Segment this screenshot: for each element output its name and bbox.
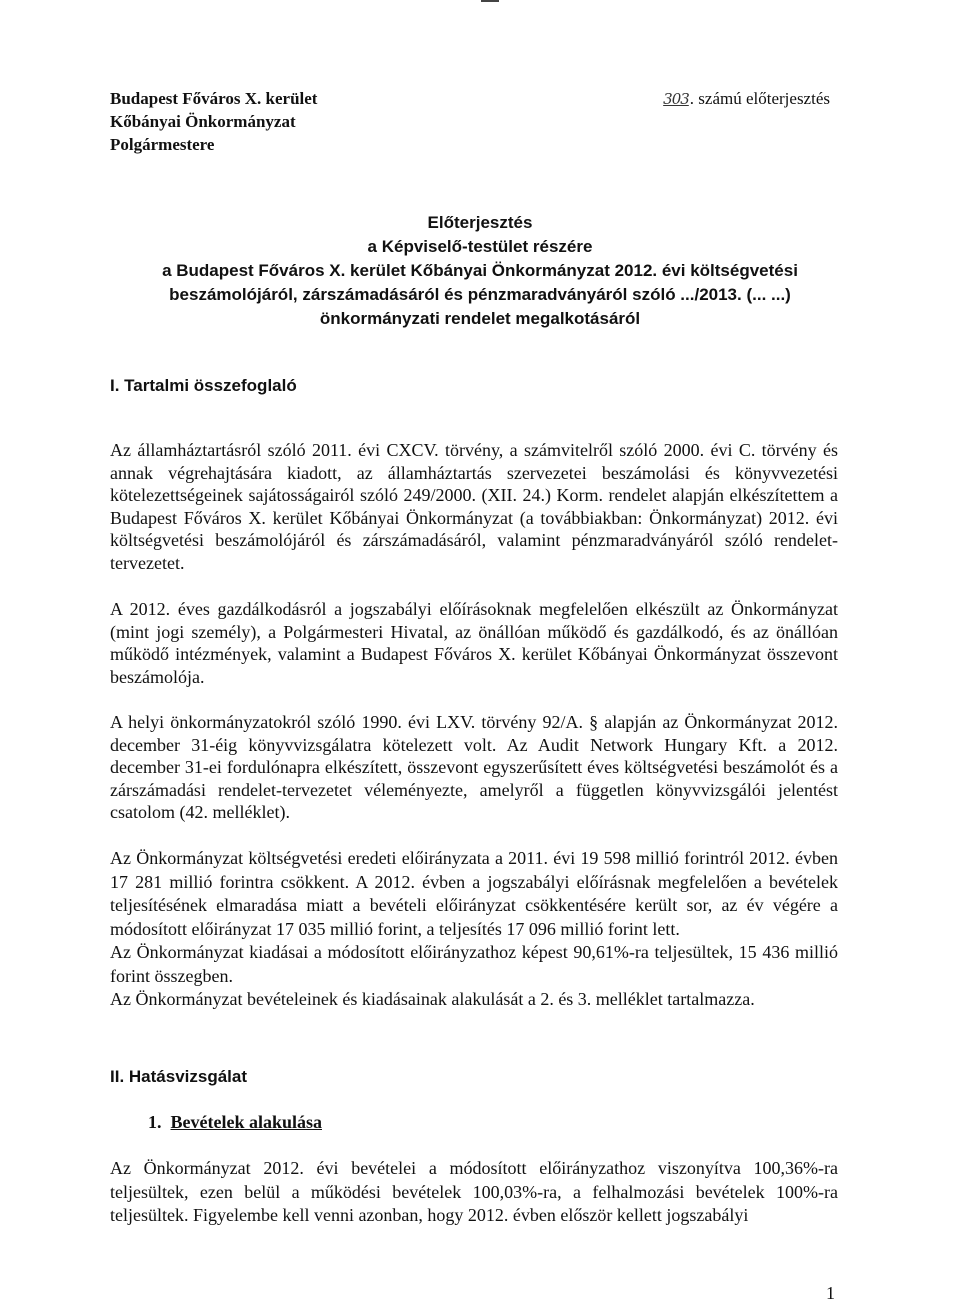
document-title (0, 211, 960, 331)
title-line: Előterjesztés (427, 213, 533, 232)
paragraph: Az Önkormányzat bevételeinek és kiadásainak alakulását a 2. és 3. melléklet tartalmazza. (110, 989, 755, 1009)
proposal-number (663, 87, 830, 111)
issuer-block (110, 87, 317, 156)
section-heading-impact: II. Hatásvizsgálat (110, 1067, 248, 1086)
page-number: 1 (826, 1283, 835, 1303)
paragraph: Az Önkormányzat költségvetési eredeti előirányzata a 2011. évi 19 598 millió forintról 2012. évben 17 281 millió forintra csökkent. A 2012. évben a jogszabályi előírásnak megfelelően a bevételek teljesítésének elmaradása miatt a bevételi előirányzat csökkentésére került sor, az év végére a módosított előirányzat 17 035 millió forint, a teljesítés 17 096 millió forint lett. (110, 848, 838, 939)
subheading-number: 1. (148, 1112, 162, 1132)
paragraph: A 2012. éves gazdálkodásról a jogszabályi előírásoknak megfelelően elkészült az Önkormányzat (mint jogi személy), a Polgármesteri Hivatal, az önállóan működő és gazdálkodó, és az önállóan működő intézmények, valamint a Budapest Főváros X. kerület Kőbányai Önkormányzat összevont beszámolója. (110, 599, 838, 687)
issuer-line: Budapest Főváros X. kerület (110, 89, 318, 108)
subheading-title: Bevételek alakulása (170, 1112, 322, 1132)
paragraph: Az államháztartásról szóló 2011. évi CXCV. törvény, a számvitelről szóló 2000. évi C. törvény és annak végrehajtására kiadott, az államháztartás szervezetei beszámolási és könyvvezetési kötelezettségeinek sajátosságairól szóló 249/2000. (XII. 24.) Korm. rendelet alapján elkészítettem a Budapest Főváros X. kerület Kőbányai Önkormányzat (a továbbiakban: Önkormányzat) 2012. évi költségvetési beszámolójáról és zárszámadásáról, valamint pénzmaradványáról szóló rendelet-tervezetet. (110, 440, 838, 573)
paragraph: A helyi önkormányzatokról szóló 1990. évi LXV. törvény 92/A. § alapján az Önkormányzat 2012. december 31-éig könyvvizsgálatra kötelezett volt. Az Audit Network Hungary Kft. a 2012. december 31-ei fordulónapra elkészített, összevont egyszerűsített éves költségvetési beszámolót és a zárszámadási rendelet-tervezetet véleményezte, amelyről a független könyvvizsgálói jelentést csatolom (42. melléklet). (110, 712, 838, 822)
title-line: beszámolójáról, zárszámadásáról és pénzmaradványáról szóló .../2013. (... ...) (169, 285, 791, 304)
paragraph: Az Önkormányzat 2012. évi bevételei a módosított előirányzathoz viszonyítva 100,36%-ra teljesültek, ezen belül a működési bevételek 100,03%-ra, a felhalmozási bevételek 100%-ra teljesültek. Figyelembe kell venni azonban, hogy 2012. évben először kellett jogszabályi (110, 1158, 838, 1225)
scan-mark (481, 0, 499, 2)
paragraph: Az Önkormányzat kiadásai a módosított előirányzathoz képest 90,61%-ra teljesültek, 15 436 millió forint összegben. (110, 942, 838, 986)
issuer-line: Kőbányai Önkormányzat (110, 112, 296, 131)
section-heading-summary: I. Tartalmi összefoglaló (110, 376, 297, 395)
proposal-label: . számú előterjesztés (689, 89, 830, 108)
title-line: a Képviselő-testület részére (367, 237, 593, 256)
handwritten-number: 303 (663, 90, 689, 108)
title-line: a Budapest Főváros X. kerület Kőbányai Önkormányzat 2012. évi költségvetési (162, 261, 798, 280)
title-line: önkormányzati rendelet megalkotásáról (319, 309, 641, 328)
issuer-line: Polgármestere (110, 135, 215, 154)
subheading-revenue (148, 1112, 322, 1133)
